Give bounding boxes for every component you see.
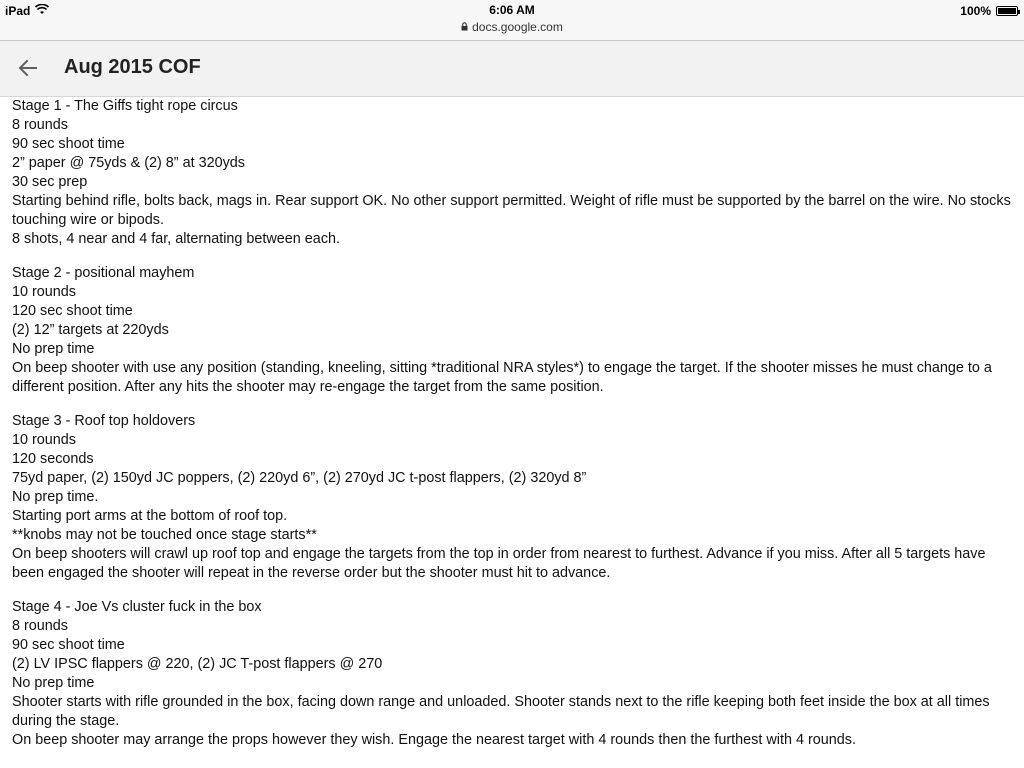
stage-section [12, 598, 1016, 750]
docs-app-bar [0, 41, 1024, 97]
stage-line: 8 rounds [12, 117, 69, 133]
stage-heading: Stage 3 - Roof top holdovers [12, 413, 196, 429]
stage-line: On beep shooter may arrange the props however they wish. Engage the nearest target with 4 rounds then the furthest with 4 rounds. [12, 732, 856, 748]
stage-line: No prep time [12, 675, 95, 691]
stage-line: 8 rounds [12, 618, 69, 634]
device-label: iPad [5, 4, 31, 18]
stage-line: **knobs may not be touched once stage starts** [12, 527, 317, 543]
stage-line: (2) LV IPSC flappers @ 220, (2) JC T-post flappers @ 270 [12, 656, 383, 672]
url-text: docs.google.com [472, 20, 563, 34]
battery-percent: 100% [960, 4, 991, 18]
stage-section [12, 264, 1016, 397]
stage-line: 90 sec shoot time [12, 637, 125, 653]
stage-line: 120 seconds [12, 451, 94, 467]
stage-line: Shooter starts with rifle grounded in the box, facing down range and unloaded. Shooter stands next to the rifle keeping both feet inside the box at all times during the stage. [12, 694, 994, 729]
clock: 6:06 AM [489, 3, 535, 17]
stage-line: No prep time. [12, 489, 99, 505]
lock-icon [461, 20, 468, 34]
stage-line: 10 rounds [12, 284, 77, 300]
document-body [12, 97, 1016, 765]
stage-heading: Stage 4 - Joe Vs cluster fuck in the box [12, 599, 262, 615]
stage-line: Starting port arms at the bottom of roof top. [12, 508, 288, 524]
arrow-left-icon [16, 56, 40, 80]
stage-line: 90 sec shoot time [12, 136, 125, 152]
back-button[interactable] [16, 56, 40, 80]
stage-line: On beep shooter with use any position (standing, kneeling, sitting *traditional NRA styles*) to engage the target. If the shooter misses he must change to a different position. After any hits the shooter may re-engage the target from the same position. [12, 360, 996, 395]
stage-heading: Stage 2 - positional mayhem [12, 265, 195, 281]
stage-line: 8 shots, 4 near and 4 far, alternating between each. [12, 231, 341, 247]
ios-status-bar [0, 0, 1024, 41]
stage-line: (2) 12” targets at 220yds [12, 322, 169, 338]
status-right [960, 4, 1018, 18]
stage-heading: Stage 1 - The Giffs tight rope circus [12, 98, 238, 114]
stage-line: Starting behind rifle, bolts back, mags in. Rear support OK. No other support permitted. Weight of rifle must be supported by the barrel on the wire. No stocks touching wire or bipods. [12, 193, 1015, 228]
stage-line: No prep time [12, 341, 95, 357]
battery-icon [996, 6, 1018, 16]
url-bar[interactable] [0, 20, 1024, 34]
stage-line: On beep shooters will crawl up roof top and engage the targets from the top in order from nearest to furthest. Advance if you miss. After all 5 targets have been engaged the shooter will repeat in the reverse order but the shooter must hit to advance. [12, 546, 990, 581]
stage-line: 10 rounds [12, 432, 77, 448]
status-center [0, 3, 1024, 34]
document-title: Aug 2015 COF [64, 56, 201, 78]
stage-line: 2” paper @ 75yds & (2) 8” at 320yds [12, 155, 245, 171]
stage-line: 75yd paper, (2) 150yd JC poppers, (2) 220yd 6”, (2) 270yd JC t-post flappers, (2) 320yd 8” [12, 470, 587, 486]
stage-section [12, 412, 1016, 583]
stage-line: 120 sec shoot time [12, 303, 133, 319]
stage-section [12, 97, 1016, 249]
stage-line: 30 sec prep [12, 174, 88, 190]
